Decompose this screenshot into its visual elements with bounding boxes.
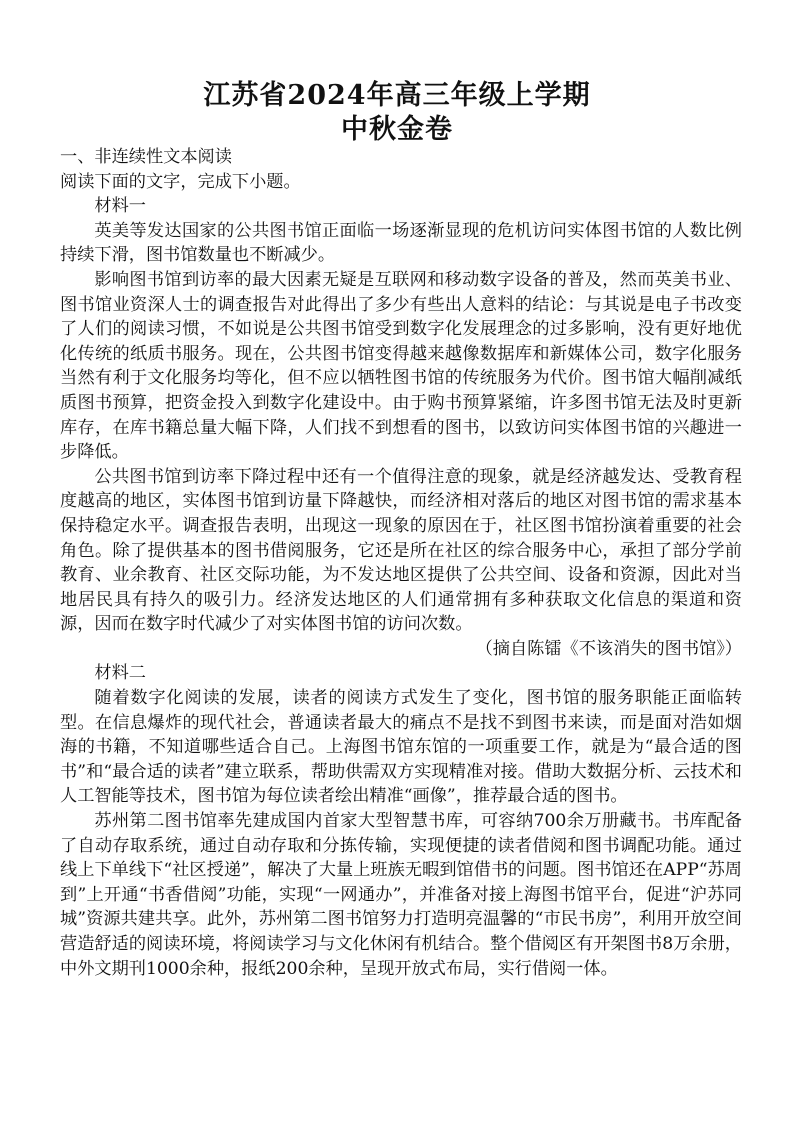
material2-label: 材料二 bbox=[94, 663, 146, 684]
reading-passage bbox=[60, 145, 742, 981]
material1-paragraph: 英美等发达国家的公共图书馆正面临一场逐渐显现的危机访问实体图书馆的人数比例持续下滑，图书馆数量也不断减少。 bbox=[60, 220, 742, 266]
section-instruction: 阅读下面的文字，完成下小题。 bbox=[60, 171, 301, 192]
section-heading: 一、非连续性文本阅读 bbox=[60, 147, 232, 167]
material2-paragraph: 苏州第二图书馆率先建成国内首家大型智慧书库，可容纳700余万册藏书。书库配备了自动存取系统，通过自动存取和分拣传输，实现便捷的读者借阅和图书调配功能。通过线上下单线下“社区授递”，解决了大量上班族无暇到馆借书的问题。图书馆还在APP“苏周到”上开通“书香借阅”功能，实现“一网通办”，并准备对接上海图书馆平台，促进“沪苏同城”资源共建共享。此外，苏州第二图书馆努力打造明亮温馨的“市民书房”，利用开放空间营造舒适的阅读环境，将阅读学习与文化休闲有机结合。整个借阅区有开架图书8万余册，中外文期刊1000余种，报纸200余种，呈现开放式布局，实行借阅一体。 bbox=[60, 811, 742, 979]
exam-title-line1: 江苏省2024年高三年级上学期 bbox=[203, 80, 591, 111]
exam-title-line2: 中秋金卷 bbox=[341, 114, 453, 145]
material1-source: （摘自陈镭《不该消失的图书馆》） bbox=[475, 638, 742, 659]
material2-paragraph: 随着数字化阅读的发展，读者的阅读方式发生了变化，图书馆的服务职能正面临转型。在信息爆炸的现代社会，普通读者最大的痛点不是找不到图书来读，而是面对浩如烟海的书籍，不知道哪些适合自己。上海图书馆东馆的一项重要工作，就是为“最合适的图书”和“最合适的读者”建立联系，帮助供需双方实现精准对接。借助大数据分析、云技术和人工智能等技术，图书馆为每位读者绘出精准“画像”，推荐最合适的图书。 bbox=[60, 688, 742, 807]
material1-paragraph: 公共图书馆到访率下降过程中还有一个值得注意的现象，就是经济越发达、受教育程度越高的地区，实体图书馆到访量下降越快，而经济相对落后的地区对图书馆的需求基本保持稳定水平。调查报告表明，出现这一现象的原因在于，社区图书馆扮演着重要的社会角色。除了提供基本的图书借阅服务，它还是所在社区的综合服务中心，承担了部分学前教育、业余教育、社区交际功能，为不发达地区提供了公共空间、设备和资源，因此对当地居民具有持久的吸引力。经济发达地区的人们通常拥有多种获取文化信息的渠道和资源，因而在数字时代减少了对实体图书馆的访问次数。 bbox=[60, 466, 742, 635]
material1-label: 材料一 bbox=[94, 196, 146, 217]
material1-paragraph: 影响图书馆到访率的最大因素无疑是互联网和移动数字设备的普及，然而英美书业、图书馆业资深人士的调查报告对此得出了多少有些出人意料的结论：与其说是电子书改变了人们的阅读习惯，不如说是公共图书馆受到数字化发展理念的过多影响，没有更好地优化传统的纸质书服务。现在，公共图书馆变得越来越像数据库和新媒体公司，数字化服务当然有利于文化服务均等化，但不应以牺牲图书馆的传统服务为代价。图书馆大幅削减纸质图书预算，把资金投入到数字化建设中。由于购书预算紧缩，许多图书馆无法及时更新库存，在库书籍总量大幅下降，人们找不到想看的图书，以致访问实体图书馆的兴趣进一步降低。 bbox=[60, 269, 742, 463]
